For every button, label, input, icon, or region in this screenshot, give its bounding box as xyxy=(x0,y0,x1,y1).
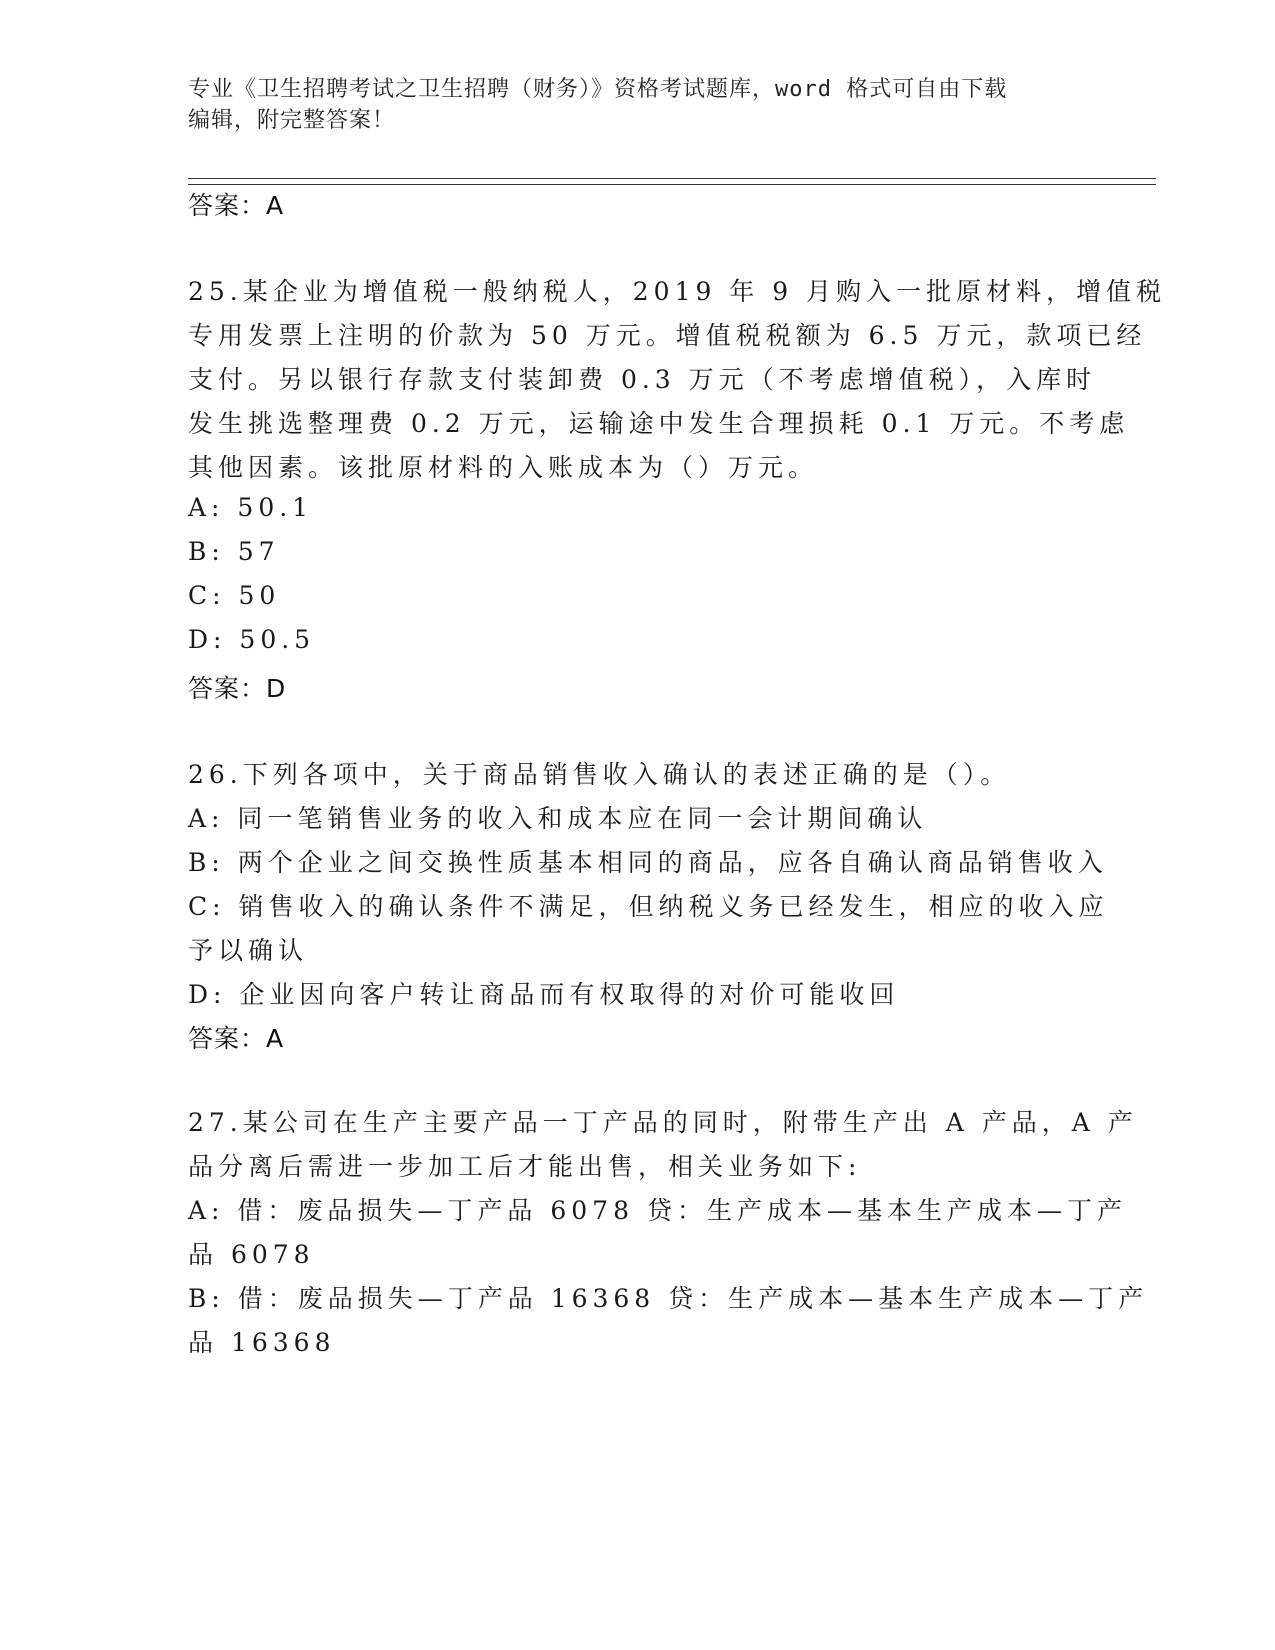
q25-stem-line-3: 支付。另以银行存款支付装卸费 0.3 万元（不考虑增值税），入库时 xyxy=(188,365,1097,394)
q25-answer: 答案：D xyxy=(188,674,287,703)
q27-option-b-line-1: B: 借：废品损失—丁产品 16368 贷：生产成本—基本生产成本—丁产 xyxy=(188,1284,1149,1313)
q26-option-d: D: 企业因向客户转让商品而有权取得的对价可能收回 xyxy=(188,980,900,1009)
q25-option-c: C: 50 xyxy=(188,581,281,610)
q26-option-c-line-1: C: 销售收入的确认条件不满足，但纳税义务已经发生，相应的收入应 xyxy=(188,892,1109,921)
q25-stem-line-4: 发生挑选整理费 0.2 万元，运输途中发生合理损耗 0.1 万元。不考虑 xyxy=(188,409,1130,438)
q26-stem: 26.下列各项中，关于商品销售收入确认的表述正确的是（）。 xyxy=(188,760,1011,789)
q27-option-b-line-2: 品 16368 xyxy=(188,1328,336,1357)
q25-stem-line-5: 其他因素。该批原材料的入账成本为（）万元。 xyxy=(188,453,819,482)
header-divider-top xyxy=(188,178,1156,179)
q25-option-b: B: 57 xyxy=(188,537,280,566)
previous-answer: 答案：A xyxy=(188,191,285,220)
q27-option-a-line-1: A: 借：废品损失—丁产品 6078 贷：生产成本—基本生产成本—丁产 xyxy=(188,1196,1127,1225)
document-header xyxy=(188,74,1088,136)
q25-option-d: D: 50.5 xyxy=(188,625,316,654)
q26-answer: 答案：A xyxy=(188,1024,285,1053)
q26-option-b: B: 两个企业之间交换性质基本相同的商品，应各自确认商品销售收入 xyxy=(188,848,1108,877)
q26-option-a: A: 同一笔销售业务的收入和成本应在同一会计期间确认 xyxy=(188,804,928,833)
header-divider-bottom xyxy=(188,184,1156,185)
q25-stem-line-1: 25.某企业为增值税一般纳税人，2019 年 9 月购入一批原材料，增值税 xyxy=(188,277,1167,306)
header-line-1: 专业《卫生招聘考试之卫生招聘（财务）》资格考试题库，word 格式可自由下载 xyxy=(188,77,1008,102)
header-line-2: 编辑，附完整答案！ xyxy=(188,108,396,133)
q27-stem-line-1: 27.某公司在生产主要产品一丁产品的同时，附带生产出 A 产品，A 产 xyxy=(188,1108,1138,1137)
q25-option-a: A: 50.1 xyxy=(188,493,314,522)
q26-option-c-line-2: 予以确认 xyxy=(188,936,309,965)
q27-option-a-line-2: 品 6078 xyxy=(188,1240,315,1269)
q27-stem-line-2: 品分离后需进一步加工后才能出售，相关业务如下: xyxy=(188,1152,862,1181)
q25-stem-line-2: 专用发票上注明的价款为 50 万元。增值税税额为 6.5 万元，款项已经 xyxy=(188,321,1147,350)
